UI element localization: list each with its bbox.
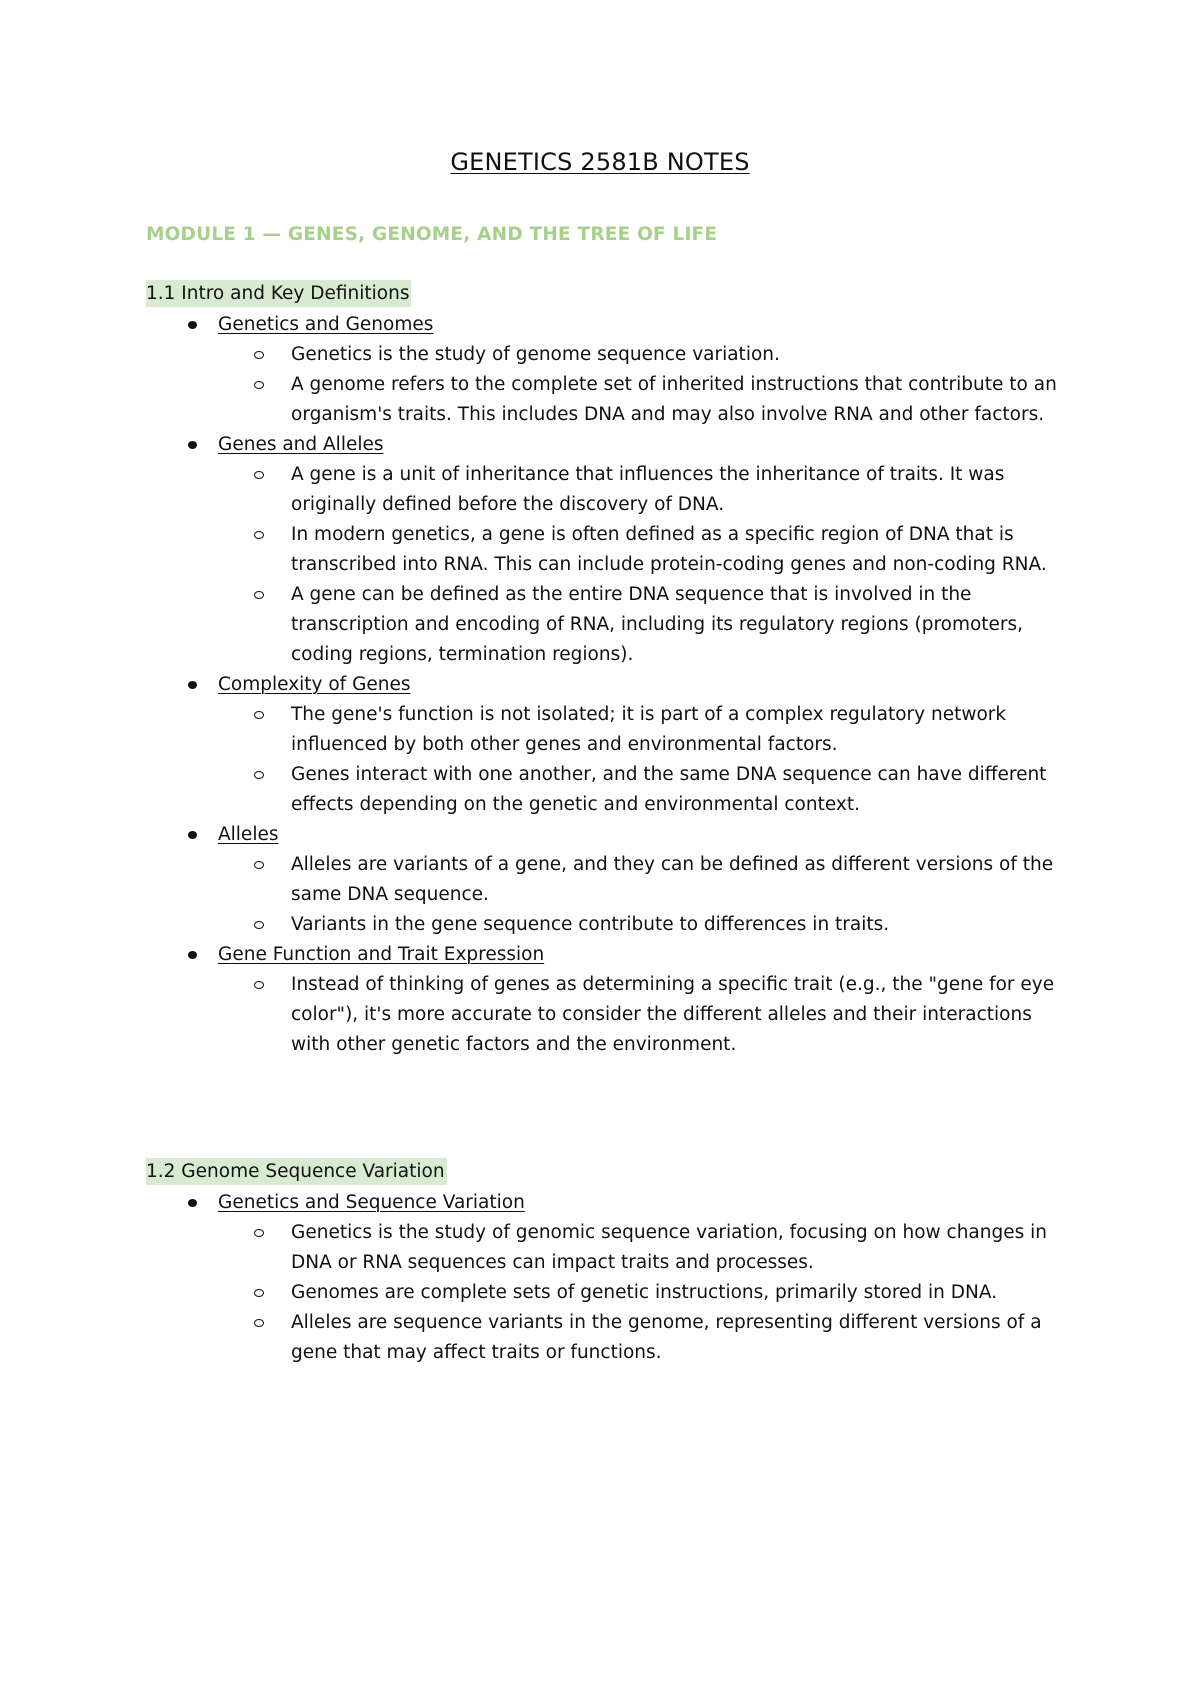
hollow-bullet-icon [254,531,264,539]
hollow-bullet-icon [254,471,264,479]
topic-list [146,310,1066,1060]
point-text: Variants in the gene sequence contribute to differences in traits. [291,914,890,935]
point-text: Genetics is the study of genomic sequence variation, focusing on how changes in DNA or RNA sequences can impact traits and processes. [291,1222,1047,1273]
hollow-bullet-icon [254,861,264,869]
topic-item [146,670,1066,820]
hollow-bullet-icon [254,921,264,929]
point-text: Genetics is the study of genome sequence variation. [291,344,780,365]
point-text: Alleles are variants of a gene, and they can be defined as different versions of the same DNA sequence. [291,854,1054,905]
hollow-bullet-icon [254,1289,264,1297]
list-item [218,910,1066,940]
topic-list [146,1188,1066,1368]
list-item [218,1218,1066,1278]
topic-item [146,820,1066,940]
list-item [218,1308,1066,1368]
topic-label: Genetics and Sequence Variation [218,1192,525,1213]
list-item [218,340,1066,370]
bullet-icon [188,951,197,959]
bullet-icon [188,681,197,689]
topic-item [146,430,1066,670]
point-list [218,970,1066,1060]
point-text: Genes interact with one another, and the same DNA sequence can have different effects depending on the genetic and environmental context. [291,764,1047,815]
list-item [218,850,1066,910]
topic-label: Gene Function and Trait Expression [218,944,545,965]
module-title: MODULE 1 — GENES, GENOME, AND THE TREE OF LIFE [146,224,718,245]
list-item [218,1278,1066,1308]
point-text: Genomes are complete sets of genetic instructions, primarily stored in DNA. [291,1282,998,1303]
topic-item [146,940,1066,1060]
list-item [218,970,1066,1060]
point-list [218,340,1066,430]
section-intro-definitions [146,280,1066,1060]
hollow-bullet-icon [254,351,264,359]
list-item [218,370,1066,430]
list-item [218,460,1066,520]
document-title: GENETICS 2581B NOTES [450,148,750,176]
section-heading: 1.2 Genome Sequence Variation [146,1158,447,1185]
point-list [218,1218,1066,1368]
point-list [218,700,1066,820]
point-list [218,850,1066,940]
topic-item [146,310,1066,430]
point-text: Alleles are sequence variants in the genome, representing different versions of a gene that may affect traits or functions. [291,1312,1042,1363]
point-text: The gene's function is not isolated; it is part of a complex regulatory network influenced by both other genes and environmental factors. [291,704,1007,755]
list-item [218,760,1066,820]
hollow-bullet-icon [254,1229,264,1237]
list-item [218,520,1066,580]
hollow-bullet-icon [254,981,264,989]
list-item [218,580,1066,670]
hollow-bullet-icon [254,381,264,389]
point-text: A genome refers to the complete set of inherited instructions that contribute to an organism's traits. This includes DNA and may also involve RNA and other factors. [291,374,1057,425]
bullet-icon [188,1199,197,1207]
point-text: Instead of thinking of genes as determining a specific trait (e.g., the "gene for eye color"), it's more accurate to consider the different alleles and their interactions with other genetic factors and the environment. [291,974,1055,1055]
point-list [218,460,1066,670]
hollow-bullet-icon [254,1319,264,1327]
bullet-icon [188,831,197,839]
point-text: A gene can be defined as the entire DNA sequence that is involved in the transcription and encoding of RNA, including its regulatory regions (promoters, coding regions, termination regions). [291,584,1024,665]
point-text: A gene is a unit of inheritance that influences the inheritance of traits. It was originally defined before the discovery of DNA. [291,464,1005,515]
list-item [218,700,1066,760]
topic-label: Genes and Alleles [218,434,384,455]
topic-label: Complexity of Genes [218,674,411,695]
section-heading: 1.1 Intro and Key Definitions [146,280,411,307]
section-genome-sequence-variation [146,1158,1066,1368]
topic-label: Alleles [218,824,279,845]
topic-label: Genetics and Genomes [218,314,434,335]
hollow-bullet-icon [254,771,264,779]
bullet-icon [188,321,197,329]
hollow-bullet-icon [254,591,264,599]
hollow-bullet-icon [254,711,264,719]
bullet-icon [188,441,197,449]
point-text: In modern genetics, a gene is often defined as a specific region of DNA that is transcribed into RNA. This can include protein-coding genes and non-coding RNA. [291,524,1047,575]
topic-item [146,1188,1066,1368]
